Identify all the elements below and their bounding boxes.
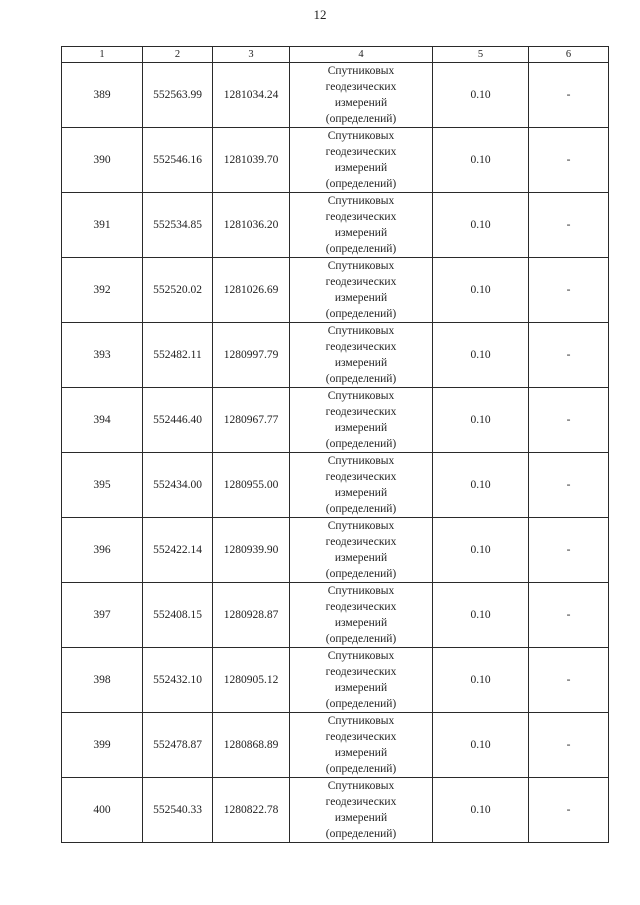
accuracy-cell: 0.10 — [433, 388, 529, 453]
method-cell — [290, 778, 433, 843]
note-cell: - — [529, 388, 609, 453]
x-coordinate-cell: 552563.99 — [143, 63, 213, 128]
table-row — [62, 63, 609, 128]
accuracy-cell: 0.10 — [433, 258, 529, 323]
y-coordinate-cell: 1281039.70 — [213, 128, 290, 193]
method-text: Спутниковых геодезических измерений (определений) — [325, 715, 397, 775]
accuracy-cell: 0.10 — [433, 193, 529, 258]
accuracy-cell: 0.10 — [433, 518, 529, 583]
note-cell: - — [529, 258, 609, 323]
point-number-cell: 397 — [62, 583, 143, 648]
accuracy-cell: 0.10 — [433, 778, 529, 843]
note-cell: - — [529, 193, 609, 258]
method-text: Спутниковых геодезических измерений (определений) — [325, 260, 397, 320]
header-cell-5: 5 — [433, 47, 529, 63]
note-cell: - — [529, 583, 609, 648]
table-row — [62, 453, 609, 518]
point-number-cell: 391 — [62, 193, 143, 258]
method-text: Спутниковых геодезических измерений (определений) — [325, 65, 397, 125]
y-coordinate-cell: 1280928.87 — [213, 583, 290, 648]
method-text: Спутниковых геодезических измерений (определений) — [325, 390, 397, 450]
method-cell — [290, 388, 433, 453]
table-row — [62, 323, 609, 388]
x-coordinate-cell: 552422.14 — [143, 518, 213, 583]
point-number-cell: 390 — [62, 128, 143, 193]
y-coordinate-cell: 1280955.00 — [213, 453, 290, 518]
header-cell-1: 1 — [62, 47, 143, 63]
method-text: Спутниковых геодезических измерений (определений) — [325, 585, 397, 645]
table-row — [62, 258, 609, 323]
method-cell — [290, 63, 433, 128]
header-cell-4: 4 — [290, 47, 433, 63]
method-text: Спутниковых геодезических измерений (определений) — [325, 325, 397, 385]
point-number-cell: 398 — [62, 648, 143, 713]
y-coordinate-cell: 1280868.89 — [213, 713, 290, 778]
header-row — [62, 47, 609, 63]
accuracy-cell: 0.10 — [433, 323, 529, 388]
x-coordinate-cell: 552478.87 — [143, 713, 213, 778]
method-cell — [290, 648, 433, 713]
y-coordinate-cell: 1281036.20 — [213, 193, 290, 258]
table-row — [62, 713, 609, 778]
table-row — [62, 193, 609, 258]
note-cell: - — [529, 518, 609, 583]
y-coordinate-cell: 1281034.24 — [213, 63, 290, 128]
x-coordinate-cell: 552446.40 — [143, 388, 213, 453]
coordinates-table — [61, 46, 609, 843]
accuracy-cell: 0.10 — [433, 648, 529, 713]
method-cell — [290, 323, 433, 388]
note-cell: - — [529, 453, 609, 518]
method-cell — [290, 518, 433, 583]
note-cell: - — [529, 713, 609, 778]
method-cell — [290, 583, 433, 648]
header-cell-3: 3 — [213, 47, 290, 63]
point-number-cell: 393 — [62, 323, 143, 388]
note-cell: - — [529, 323, 609, 388]
note-cell: - — [529, 778, 609, 843]
method-cell — [290, 258, 433, 323]
method-text: Спутниковых геодезических измерений (определений) — [325, 520, 397, 580]
point-number-cell: 400 — [62, 778, 143, 843]
y-coordinate-cell: 1281026.69 — [213, 258, 290, 323]
y-coordinate-cell: 1280997.79 — [213, 323, 290, 388]
x-coordinate-cell: 552408.15 — [143, 583, 213, 648]
note-cell: - — [529, 648, 609, 713]
accuracy-cell: 0.10 — [433, 713, 529, 778]
method-cell — [290, 713, 433, 778]
method-cell — [290, 193, 433, 258]
method-text: Спутниковых геодезических измерений (определений) — [325, 780, 397, 840]
method-cell — [290, 128, 433, 193]
accuracy-cell: 0.10 — [433, 128, 529, 193]
x-coordinate-cell: 552540.33 — [143, 778, 213, 843]
table-row — [62, 128, 609, 193]
table-row — [62, 778, 609, 843]
note-cell: - — [529, 128, 609, 193]
x-coordinate-cell: 552520.02 — [143, 258, 213, 323]
x-coordinate-cell: 552434.00 — [143, 453, 213, 518]
point-number-cell: 389 — [62, 63, 143, 128]
x-coordinate-cell: 552546.16 — [143, 128, 213, 193]
accuracy-cell: 0.10 — [433, 583, 529, 648]
point-number-cell: 394 — [62, 388, 143, 453]
accuracy-cell: 0.10 — [433, 63, 529, 128]
point-number-cell: 399 — [62, 713, 143, 778]
method-text: Спутниковых геодезических измерений (определений) — [325, 195, 397, 255]
method-text: Спутниковых геодезических измерений (определений) — [325, 650, 397, 710]
x-coordinate-cell: 552432.10 — [143, 648, 213, 713]
header-cell-6: 6 — [529, 47, 609, 63]
table-body — [62, 63, 609, 843]
point-number-cell: 392 — [62, 258, 143, 323]
y-coordinate-cell: 1280822.78 — [213, 778, 290, 843]
accuracy-cell: 0.10 — [433, 453, 529, 518]
table-row — [62, 648, 609, 713]
point-number-cell: 395 — [62, 453, 143, 518]
note-cell: - — [529, 63, 609, 128]
point-number-cell: 396 — [62, 518, 143, 583]
table-header — [62, 47, 609, 63]
method-cell — [290, 453, 433, 518]
table-row — [62, 518, 609, 583]
x-coordinate-cell: 552482.11 — [143, 323, 213, 388]
table-row — [62, 583, 609, 648]
method-text: Спутниковых геодезических измерений (определений) — [325, 130, 397, 190]
y-coordinate-cell: 1280905.12 — [213, 648, 290, 713]
method-text: Спутниковых геодезических измерений (определений) — [325, 455, 397, 515]
header-cell-2: 2 — [143, 47, 213, 63]
page-number: 12 — [313, 7, 327, 22]
table-row — [62, 388, 609, 453]
y-coordinate-cell: 1280967.77 — [213, 388, 290, 453]
y-coordinate-cell: 1280939.90 — [213, 518, 290, 583]
x-coordinate-cell: 552534.85 — [143, 193, 213, 258]
